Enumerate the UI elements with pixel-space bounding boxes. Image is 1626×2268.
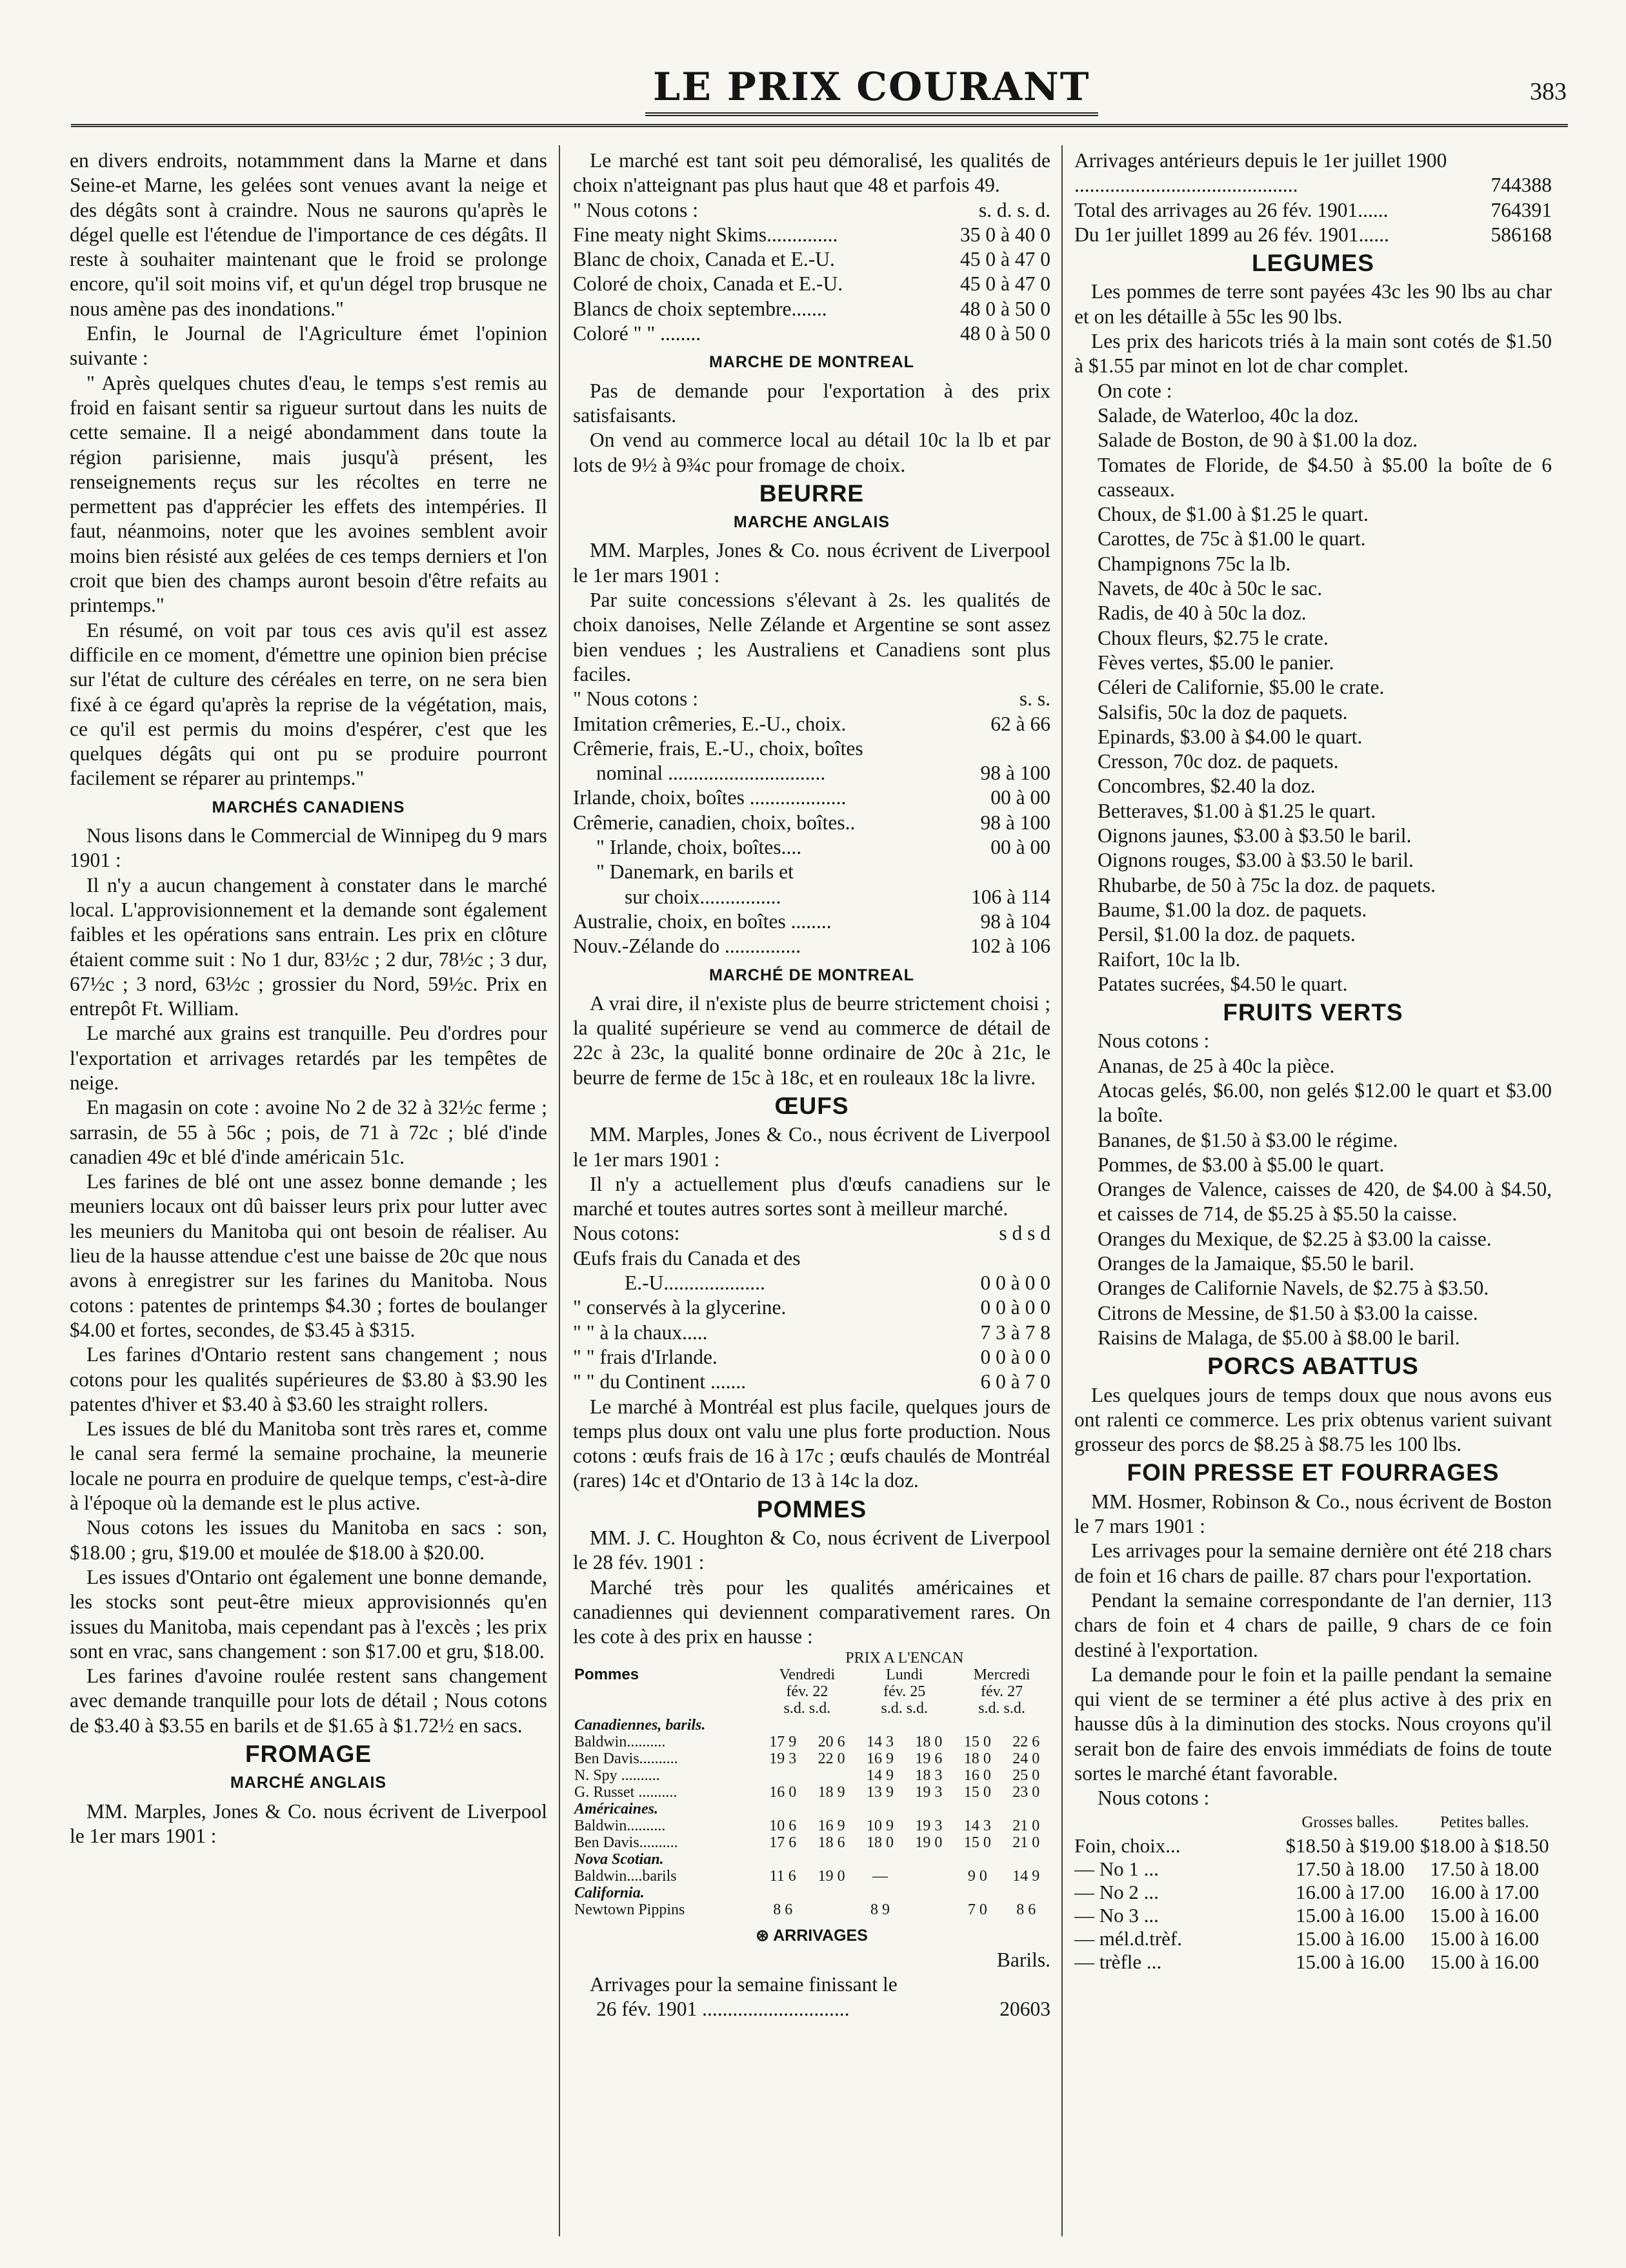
paragraph: Les farines de blé ont une assez bonne demande ; les meuniers locaux ont dû baisser leurs prix pour lutter avec les meuniers du Manitoba qui ont besoin de réaliser. Au lieu de la hausse attendue c'est une baisse de 20c que nous avons à enregistrer sur les farines du Manitoba. Nous cotons : patentes de printemps $4.30 ; fortes de boulanger $4.00 et fortes, secondes, de $3.45 à $315. [70,1170,547,1341]
price-cell: 16 9 [818,1817,845,1834]
paragraph: Les farines d'avoine roulée restent sans changement avec demande tranquille pour lots de détail ; Nous cotons de $3.40 à $3.55 en barils et de $1.65 à $1.72½ en sacs. [70,1665,547,1737]
quote-label: Imitation crêmeries, E.-U., choix. [573,712,847,735]
hay-grade: — No 2 ... [1074,1880,1159,1903]
price-cell: 19 3 [769,1750,797,1767]
list-item: Bananes, de $1.50 à $3.00 le régime. [1098,1128,1398,1151]
quote-header: " Nous cotons : s. s. [573,687,1050,711]
paragraph: Il n'y a actuellement plus d'œufs canadiens sur le marché et toutes autres sortes sont à meilleur marché. [573,1172,1050,1220]
price-cell: 18 9 [818,1783,845,1801]
quote-label: " Irlande, choix, boîtes.... [596,836,802,859]
hay-price-large: 15.00 à 16.00 [1295,1927,1405,1950]
quote-label: Œufs frais du Canada et des [573,1246,801,1270]
price-cell: 21 0 [1012,1834,1040,1851]
subsection-heading: MARCHÉ DE MONTREAL [709,966,914,984]
list-item: Concombres, $2.40 la doz. [1098,775,1316,798]
page-number: 383 [1530,78,1567,105]
price-cell: 19 3 [915,1783,943,1801]
paragraph: MM. Marples, Jones & Co., nous écrivent de Liverpool le 1er mars 1901 : [573,1123,1050,1171]
quote-label: Coloré " " ........ [573,322,701,345]
quote-label: Crêmerie, canadien, choix, boîtes.. [573,811,856,834]
paragraph: MM. Marples, Jones & Co. nous écrivent de Liverpool le 1er mars 1901 : [573,539,1050,587]
hay-price-small: 16.00 à 17.00 [1430,1880,1540,1903]
table-row [573,1734,1050,1750]
quote-value: 0 0 à 0 0 [980,1271,1050,1295]
price-cell: 19 3 [915,1817,943,1834]
price-cell: 23 0 [1012,1783,1040,1801]
price-cell [905,1901,953,1918]
paragraph: Les issues de blé du Manitoba sont très rares et, comme le canal sera fermé la semaine prochaine, la meunerie locale ne pourra en produire de quelque temps, c'est-à-dire à l'époque où la demande est le plus active. [70,1417,547,1515]
price-cell: 11 6 [769,1867,796,1885]
price-cell: 13 9 [867,1783,894,1801]
paragraph: Le marché aux grains est tranquille. Peu d'ordres pour l'exportation et arrivages retardés par les tempêtes de neige. [70,1022,547,1094]
price-cell [905,1868,953,1885]
list-item: Radis, de 40 à 50c la doz. [1098,602,1307,625]
paragraph: Les arrivages pour la semaine dernière ont été 218 chars de foin et 16 chars de paille. 87 chars pour l'exportation. [1074,1539,1552,1587]
quote-value [1045,860,1050,884]
paragraph: Les pommes de terre sont payées 43c les 90 lbs au char et on les détaille à 55c les 90 lbs. [1074,280,1552,328]
quote-value: 0 0 à 0 0 [980,1345,1050,1368]
list-item: Cresson, 70c doz. de paquets. [1098,750,1339,773]
paragraph: A vrai dire, il n'existe plus de beurre strictement choisi ; la qualité supérieure se vend au commerce de détail de 22c à 23c, la qualité bonne ordinaire de 20c à 21c, le beurre de ferme de 15c à 18c, et en rouleaux 18c la livre. [573,991,1050,1089]
list-item: Tomates de Floride, de $4.50 à $5.00 la boîte de 6 casseaux. [1098,453,1552,501]
paragraph: Nous cotons les issues du Manitoba en sacs : son, $18.00 ; gru, $19.00 et moulée de $18.00 à $20.00. [70,1516,547,1564]
paragraph: Le marché à Montréal est plus facile, quelques jours de temps plus doux ont valu une plus forte production. Nous cotons : œufs frais de 16 à 17c ; œufs chaulés de Montréal (rares) 14c et d'Ontario de 13 à 14c la doz. [573,1395,1050,1492]
quote-label: Crêmerie, frais, E.-U., choix, boîtes [573,736,863,760]
price-cell: 14 3 [867,1733,894,1750]
group-label: Américaines. [574,1800,658,1817]
price-cell [807,1767,856,1784]
table-group-row [573,1717,1050,1734]
table-row [573,1901,1050,1918]
quote-value: 7 3 à 7 8 [980,1321,1050,1344]
quote-value: 106 à 114 [970,885,1050,908]
list-item: Baume, $1.00 la doz. de paquets. [1098,898,1367,921]
barrel-icon: ⊛ [756,1926,770,1945]
variety-name: Baldwin....barils [574,1867,677,1885]
quote-value: 48 0 à 50 0 [960,297,1050,320]
quote-value: 35 0 à 40 0 [960,223,1050,246]
variety-name: Ben Davis.......... [574,1834,678,1851]
quote-row [573,885,1050,909]
hay-grade: — mél.d.trèf. [1074,1927,1183,1950]
column-1 [70,148,547,1848]
price-cell: 14 9 [867,1767,894,1784]
quote-value: 98 à 100 [980,811,1050,834]
variety-name: N. Spy .......... [574,1767,660,1784]
price-cell [758,1767,807,1784]
paragraph: Enfin, le Journal de l'Agriculture émet l'opinion suivante : [70,322,547,370]
quote-row [573,1246,1050,1271]
hay-price-small: 15.00 à 16.00 [1430,1927,1540,1950]
column-divider [559,145,560,2236]
price-cell: 24 0 [1012,1750,1040,1767]
hay-grade: Foin, choix... [1074,1834,1181,1857]
quote-row [573,736,1050,761]
price-cell: 16 0 [963,1767,991,1784]
quote-label: sur choix................ [625,885,781,908]
price-cell: 19 0 [818,1867,845,1885]
butter-quotes [573,712,1050,959]
list-heading: On cote : [1098,379,1172,402]
quote-row [573,1345,1050,1370]
quote-label: Coloré de choix, Canada et E.-U. [573,272,843,296]
price-cell [807,1901,856,1918]
paragraph: MM. Hosmer, Robinson & Co., nous écrivent de Boston le 7 mars 1901 : [1074,1490,1552,1538]
fruit-list [1074,1054,1552,1351]
price-cell: 8 9 [870,1901,890,1918]
price-cell: 9 0 [967,1867,987,1885]
price-cell: 17 9 [769,1733,797,1750]
quote-row [573,1295,1050,1320]
table-row [573,1767,1050,1784]
list-item: Ananas, de 25 à 40c la pièce. [1098,1054,1335,1077]
quote-row [573,321,1050,346]
hay-price-large: 15.00 à 16.00 [1295,1903,1405,1927]
variety-name: G. Russet .......... [574,1783,678,1801]
subsection-heading: MARCHE ANGLAIS [733,513,890,532]
price-cell: 20 6 [818,1733,845,1750]
table-row [573,1834,1050,1851]
hay-price-table: Grosses balles. Petites balles. Foin, choix... $18.50 à $19.00 $18.00 à $18.50 — No 1 ... 17.50 à 18.00 17.50 à 18.00 — No 2 ... 16.00 à 17.00 16.00 à 17.00 — No 3 ... 15.00 à 16.00 15.00 à 16.00 — mél.d.trèf. 15.00 à 16.00 15.00 à 16.00 — trèfle ... 15.00 à 16.00 15.00 à 16.00 [1074,1811,1552,1974]
section-heading: ŒUFS [774,1092,849,1119]
apple-price-table: PRIX A L'ENCAN Pommes Vendredi Lundi Mercredi fév. 22 fév. 25 fév. 27 s.d. s.d. s.d. s.d. s.d. s.d. Canadiennes, barils. Baldwin.......... 17 9 20 6 14 3 18 0 15 0 22 6 Ben Davis.......... 19 3 22 0 16 9 19 6 18 0 24 0 N. Spy .......... 14 9 18 3 16 0 25 0 G. Russet .......... 16 0 18 9 13 9 19 3 15 0 23 0 Américaines. Baldwin.......... 10 6 16 9 10 9 19 3 14 3 21 0 Ben Davis.......... 17 6 18 6 18 0 19 0 15 0 21 0 Nova Scotian. Baldwin....barils 11 6 19 0 — 9 0 14 9 California. Newtown Pippins 8 6 8 9 7 0 8 6 [573,1650,1050,1918]
paragraph: Les prix des haricots triés à la main sont cotés de $1.50 à $1.55 par minot en lot de char complet. [1074,330,1552,378]
list-item: Persil, $1.00 la doz. de paquets. [1098,923,1356,946]
list-item: Citrons de Messine, de $1.50 à $3.00 la caisse. [1098,1301,1478,1324]
table-row [573,1868,1050,1885]
quote-label: E.-U.................... [625,1271,765,1295]
quote-row [573,272,1050,296]
arrivages-line: Du 1er juillet 1899 au 26 fév. 1901...... 586168 [1074,223,1552,246]
arrivages-line: Arrivages pour la semaine finissant le [590,1973,898,1996]
list-item: Epinards, $3.00 à $4.00 le quart. [1098,725,1363,748]
quote-label: " " du Continent ....... [573,1370,747,1393]
column-2 [573,148,1050,2022]
quote-value: 98 à 100 [980,762,1050,785]
paragraph: En résumé, on voit par tous ces avis qu'il est assez difficile en ce moment, d'émettre une opinion bien précise sur l'état de culture des céréales en terre, on ne sera bien fixé à ce égard qu'après la reprise de la végétation, mais, ce qu'il est permis du moins d'espérer, c'est que les quelques dégâts qui ont pu se produire pourront facilement se réparer au printemps." [70,618,547,790]
quote-label: Blanc de choix, Canada et E.-U. [573,248,835,271]
section-heading: FROMAGE [245,1741,372,1767]
list-item: Champignons 75c la lb. [1098,552,1291,575]
hay-price-large: 17.50 à 18.00 [1295,1857,1405,1880]
quote-label: Nouv.-Zélande do ............... [573,935,801,958]
quote-label: Fine meaty night Skims.............. [573,223,838,246]
hay-price-large: $18.50 à $19.00 [1285,1834,1415,1857]
section-heading: POMMES [756,1495,867,1523]
section-heading: PORCS ABATTUS [1207,1353,1419,1380]
paragraph: Le marché est tant soit peu démoralisé, les qualités de choix n'atteignant pas plus haut que 48 et parfois 49. [573,149,1050,197]
list-item: Choux fleurs, $2.75 le crate. [1098,626,1329,649]
list-item: Oignons jaunes, $3.00 à $3.50 le baril. [1098,824,1412,847]
hay-price-large: 16.00 à 17.00 [1295,1880,1405,1903]
paragraph: Les farines d'Ontario restent sans changement ; nous cotons pour les qualités supérieures de $3.80 à $3.90 les patentes d'hiver et $3.40 à $3.60 les straight rollers. [70,1343,547,1415]
price-cell: 18 6 [818,1834,845,1851]
price-cell: 22 0 [818,1750,845,1767]
table-group-row [573,1885,1050,1901]
quote-row [573,223,1050,247]
egg-quotes [573,1246,1050,1395]
quote-label: Irlande, choix, boîtes ................... [573,786,847,809]
quote-value: 48 0 à 50 0 [960,322,1050,345]
list-item: Patates sucrées, $4.50 le quart. [1098,972,1348,995]
table-row [573,1817,1050,1834]
quote-label: nominal ............................... [596,762,826,785]
price-cell: 16 0 [769,1783,797,1801]
price-cell: 19 6 [915,1750,943,1767]
list-item: Oignons rouges, $3.00 à $3.50 le baril. [1098,849,1414,872]
cheese-quotes [573,223,1050,346]
section-heading: BEURRE [759,480,865,507]
list-item: Betteraves, $1.00 à $1.25 le quart. [1098,799,1376,822]
variety-name: Newtown Pippins [574,1901,685,1918]
hay-grade: — No 1 ... [1074,1857,1159,1880]
price-cell: 14 9 [1012,1867,1040,1885]
section-heading: MARCHÉS CANADIENS [212,798,405,816]
quote-row [573,785,1050,810]
list-item: Céleri de Californie, $5.00 le crate. [1098,676,1385,699]
paragraph: Les quelques jours de temps doux que nous avons eus ont ralenti ce commerce. Les prix obtenus varient suivant grosseur des porcs de $8.25 à $8.75 les 100 lbs. [1074,1383,1552,1456]
paragraph: Les issues d'Ontario ont également une bonne demande, les stocks sont peut-être mieux approvisionnés qu'en issues du Manitoba, mais cependant pas à l'excès ; les prix sont en vrac, sans changement : son $17.00 et gru, $18.00. [70,1565,547,1663]
paragraph: En magasin on cote : avoine No 2 de 32 à 32½c ferme ; sarrasin, de 55 à 56c ; pois, de 71 à 72c ; blé d'inde canadien 49c et blé d'inde américain 51c. [70,1096,547,1168]
list-item: Oranges de Californie Navels, de $2.75 à $3.50. [1098,1277,1489,1300]
list-item: Oranges de la Jamaique, $5.50 le baril. [1098,1252,1414,1275]
list-item: Carottes, de 75c à $1.00 le quart. [1098,527,1366,551]
column-divider [1061,145,1063,2236]
quote-row [573,1321,1050,1345]
quote-row [573,835,1050,860]
masthead [0,26,1626,123]
list-item: Raifort, 10c la lb. [1098,947,1241,971]
price-cell: 15 0 [963,1783,991,1801]
list-heading: Nous cotons : [1098,1029,1210,1053]
quote-label: " Danemark, en barils et [596,860,794,884]
list-item: Salade de Boston, de 90 à $1.00 la doz. [1098,429,1418,452]
quote-row [573,811,1050,835]
quote-value [1045,1246,1050,1271]
section-heading: LEGUMES [1252,250,1374,277]
section-heading: FRUITS VERTS [1223,999,1403,1026]
hay-price-small: $18.00 à $18.50 [1420,1834,1549,1857]
paragraph: " Après quelques chutes d'eau, le temps s'est remis au froid en faisant sentir sa rigueur surtout dans les nuits de cette semaine. Il a neigé abondamment dans toute la région parisienne, mais jusqu'à présent, les renseignements reçus sur les récoltes en terre ne permettent pas d'apprécier les effets des intempéries. Il faut, néanmoins, noter que les avoines semblent avoir moins bien résisté aux gelées de ces temps derniers et l'on croit que bien des champs auront besoin d'être refaits au printemps." [70,371,547,617]
quote-row [573,297,1050,321]
paragraph: en divers endroits, notammment dans la Marne et dans Seine-et Marne, les gelées sont venues avant la neige et des dégâts sont à craindre. Nous ne saurons qu'après le dégel quelle est l'étendue de l'importance de ces dégâts. Il reste à souhaiter maintenant que le froid se prolonge encore, qu'il soit moins vif, et qu'un dégel trop brusque ne nous amène pas des inondations." [70,149,547,320]
price-cell: 25 0 [1012,1767,1040,1784]
hay-price-small: 17.50 à 18.00 [1430,1857,1540,1880]
list-item: Raisins de Malaga, de $5.00 à $8.00 le baril. [1098,1326,1460,1349]
table-row [573,1784,1050,1801]
price-cell: 18 0 [867,1834,894,1851]
column-3 [1074,148,1552,1974]
price-cell: 7 0 [967,1901,987,1918]
quote-value: 0 0 à 0 0 [980,1296,1050,1319]
quote-row [573,860,1050,884]
publication-logo: LE PRIX COURANT [645,65,1098,116]
list-item: Pommes, de $3.00 à $5.00 le quart. [1098,1153,1385,1176]
subsection-heading: MARCHE DE MONTREAL [709,353,914,372]
paragraph: Par suite concessions s'élevant à 2s. les qualités de choix danoises, Nelle Zélande et Argentine se sont assez bien vendues ; les Australiens et Canadiens sont plus faciles. [573,589,1050,685]
quote-row [573,761,1050,785]
list-item: Navets, de 40c à 50c le sac. [1098,577,1323,600]
quote-value [1045,736,1050,761]
list-item: Choux, de $1.00 à $1.25 le quart. [1098,503,1369,526]
subsection-heading: MARCHÉ ANGLAIS [230,1774,387,1792]
paragraph: Pas de demande pour l'exportation à des prix satisfaisants. [573,379,1050,427]
price-cell: 17 6 [769,1834,797,1851]
quote-row [573,934,1050,958]
paragraph: Il n'y a aucun changement à constater dans le marché local. L'approvisionnement et la demande sont également faibles et les opérations sans entrain. Les prix en clôture étaient comme suit : No 1 dur, 83½c ; 2 dur, 78½c ; 3 dur, 67½c ; 3 nord, 63½c ; grossier du Nord, 59½c. Prix en entrepôt Ft. William. [70,873,547,1020]
table-group-row [573,1801,1050,1817]
quote-label: " conservés à la glycerine. [573,1296,787,1319]
quote-label: Australie, choix, en boîtes ........ [573,909,832,933]
hay-price-small: 15.00 à 16.00 [1430,1903,1540,1927]
header-rule [71,124,1568,127]
group-label: Nova Scotian. [574,1850,664,1868]
price-cell: 18 3 [915,1767,943,1784]
price-cell: 22 6 [1012,1733,1040,1750]
paragraph: Nous lisons dans le Commercial de Winnipeg du 9 mars 1901 : [70,824,547,872]
quote-label: " " frais d'Irlande. [573,1345,718,1368]
quote-value: 00 à 00 [990,786,1050,809]
group-label: Canadiennes, barils. [574,1716,706,1734]
variety-name: Baldwin.......... [574,1817,666,1834]
quote-value: 62 à 66 [990,712,1050,735]
variety-name: Baldwin.......... [574,1733,666,1750]
price-cell: 15 0 [963,1834,991,1851]
quote-header: Nous cotons: s d s d [573,1222,1050,1245]
price-cell: 21 0 [1012,1817,1040,1834]
quote-label: " " à la chaux..... [573,1321,708,1344]
price-cell: 18 0 [963,1750,991,1767]
price-cell: 19 0 [915,1834,943,1851]
variety-name: Ben Davis.......... [574,1750,678,1767]
paragraph: On vend au commerce local au détail 10c la lb et par lots de 9½ à 9¾c pour fromage de choix. [573,429,1050,476]
paragraph: La demande pour le foin et la paille pendant la semaine qui vient de se terminer a été plus active à des prix en hausse dûs à la diminution des stocks. Nous croyons qu'il serait bon de faire des envois immédiats de foins de toute sortes le marché étant favorable. [1074,1663,1552,1785]
quote-value: 6 0 à 7 0 [980,1370,1050,1393]
price-cell: — [872,1867,888,1885]
arrivages-heading: ⊛ ARRIVAGES [756,1926,868,1945]
arrivages-line: Arrivages antérieurs depuis le 1er juillet 1900 ............................................ 744388 [1074,149,1552,197]
quote-header: " Nous cotons : s. d. s. d. [573,198,1050,221]
list-item: Oranges du Mexique, de $2.25 à $3.00 la caisse. [1098,1227,1492,1250]
list-item: Fèves vertes, $5.00 le panier. [1098,651,1334,674]
quote-value: 45 0 à 47 0 [960,248,1050,271]
table-group-row [573,1851,1050,1868]
list-heading: Nous cotons : [1098,1787,1210,1810]
table-row [573,1750,1050,1767]
quote-row [573,909,1050,934]
price-cell: 16 9 [867,1750,894,1767]
barils-label: Barils. [996,1948,1050,1971]
price-cell: 10 6 [769,1817,797,1834]
quote-value: 45 0 à 47 0 [960,272,1050,296]
hay-price-large: 15.00 à 16.00 [1295,1950,1405,1973]
price-cell: 10 9 [867,1817,894,1834]
price-cell: 15 0 [963,1733,991,1750]
section-heading: FOIN PRESSE ET FOURRAGES [1127,1459,1500,1486]
list-item: Atocas gelés, $6.00, non gelés $12.00 le quart et $3.00 la boîte. [1098,1078,1552,1127]
paragraph: MM. J. C. Houghton & Co, nous écrivent de Liverpool le 28 fév. 1901 : [573,1526,1050,1574]
list-item: Salade, de Waterloo, 40c la doz. [1098,403,1359,427]
price-cell: 8 6 [1016,1901,1036,1918]
paragraph: Marché très pour les qualités américaines et canadiennes qui deviennent comparativement rares. On les cote à des prix en hausse : [573,1575,1050,1648]
price-cell: 18 0 [915,1733,943,1750]
list-item: Oranges de Valence, caisses de 420, de $4.00 à $4.50, et caisses de 714, de $5.25 à $5.50 la caisse. [1098,1178,1552,1226]
paragraph: Pendant la semaine correspondante de l'an dernier, 113 chars de foin et 4 chars de paille, 9 chars de ce foin destiné à l'exportation. [1074,1588,1552,1661]
quote-row [573,712,1050,736]
quote-value: 00 à 00 [990,836,1050,859]
list-item: Salsifis, 50c la doz de paquets. [1098,700,1348,724]
hay-grade: — trèfle ... [1074,1950,1162,1973]
quote-label: Blancs de choix septembre....... [573,297,827,320]
quote-row [573,1370,1050,1394]
price-cell: 8 6 [773,1901,793,1918]
quote-row [573,247,1050,272]
arrivages-line: Total des arrivages au 26 fév. 1901...... 764391 [1074,198,1552,221]
paragraph: MM. Marples, Jones & Co. nous écrivent de Liverpool le 1er mars 1901 : [70,1799,547,1847]
group-label: California. [574,1884,645,1901]
vegetable-list [1074,403,1552,997]
quote-row [573,1271,1050,1295]
hay-grade: — No 3 ... [1074,1903,1159,1927]
quote-value: 102 à 106 [970,935,1050,958]
quote-value: 98 à 104 [980,909,1050,933]
arrivages-total: 26 fév. 1901 ............................. 20603 [596,1998,1050,2021]
hay-price-small: 15.00 à 16.00 [1430,1950,1540,1973]
list-item: Rhubarbe, de 50 à 75c la doz. de paquets. [1098,873,1436,896]
price-cell: 14 3 [963,1817,991,1834]
